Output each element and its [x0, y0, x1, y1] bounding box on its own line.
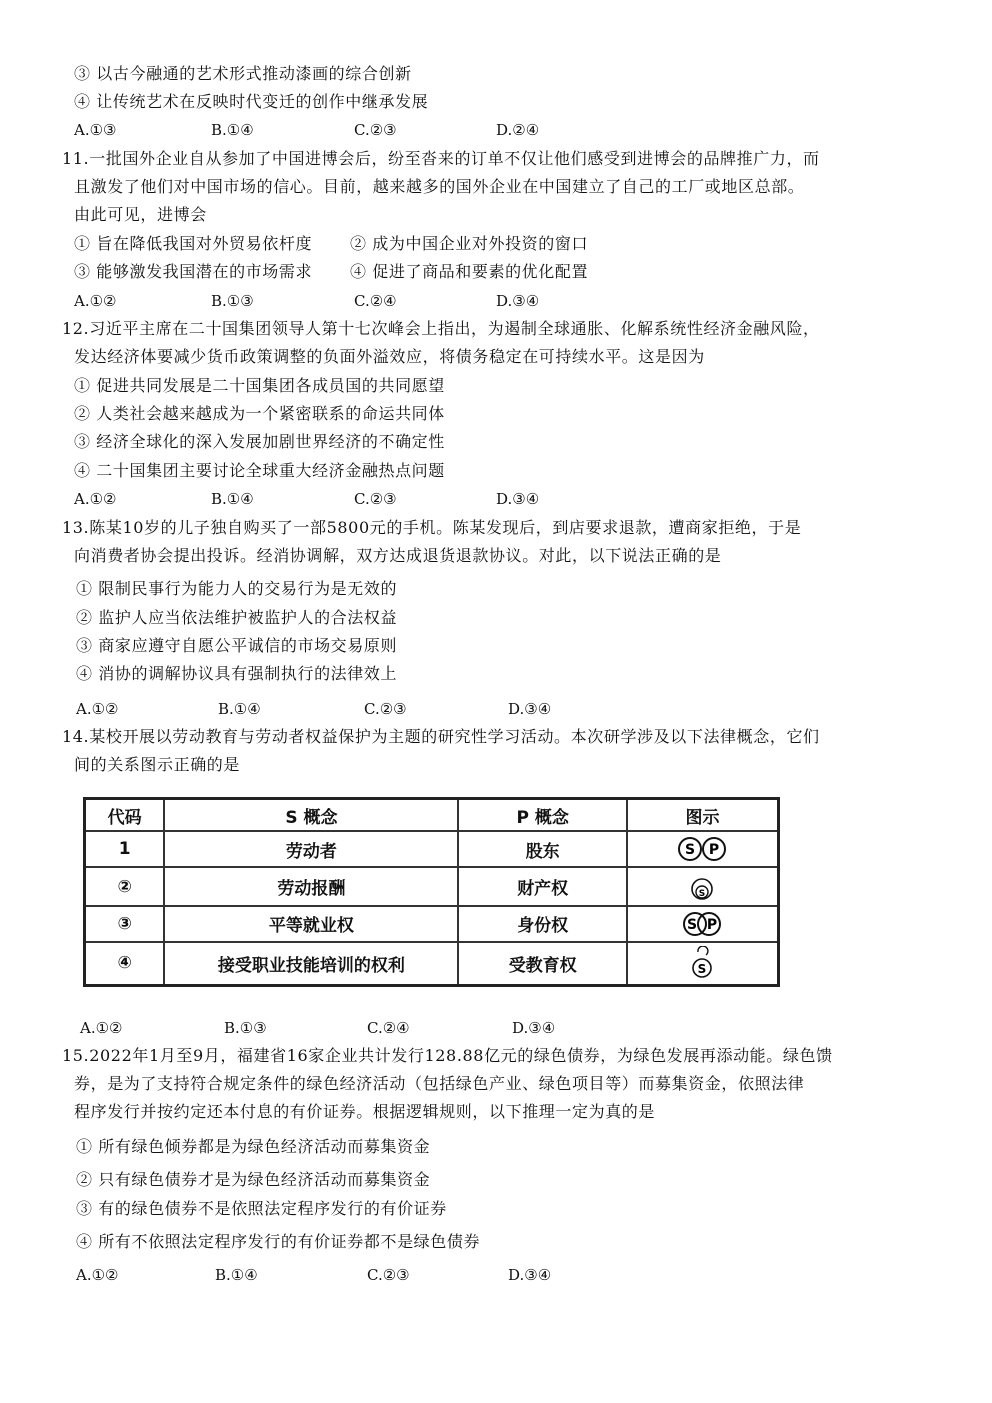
q13-option-3: ③ 商家应遵守自愿公平诚信的市场交易原则 [76, 636, 398, 655]
q11-stem-line: 由此可见，进博会 [74, 205, 207, 224]
row-code: ② [85, 867, 165, 905]
answer-b: B.①④ [218, 700, 261, 718]
header-diagram: 图示 [627, 799, 779, 832]
row-s-concept: 劳动者 [164, 831, 458, 867]
row-p-concept: 股东 [458, 831, 626, 867]
answer-c: C.②③ [364, 700, 407, 718]
overlapping-circles-diagram [676, 910, 728, 938]
answer-d: D.③④ [512, 1019, 556, 1037]
q12-stem-line: 发达经济体要减少货币政策调整的负面外溢效应，将债务稳定在可持续水平。这是因为 [74, 347, 705, 366]
answer-d: D.③④ [496, 292, 540, 310]
answer-c: C.②④ [367, 1019, 410, 1037]
q15-stem-line: 券，是为了支持符合规定条件的绿色经济活动（包括绿色产业、绿色项目等）而募集资金，依照法律 [74, 1074, 805, 1093]
q12-option-1: ① 促进共同发展是二十国集团各成员国的共同愿望 [74, 376, 445, 395]
answer-d: D.③④ [508, 1266, 552, 1284]
row-s-concept: 平等就业权 [164, 906, 458, 942]
q11-option-4: ④ 促进了商品和要素的优化配置 [350, 262, 589, 281]
diagram-nested-circles [627, 867, 779, 905]
q15-option-3: ③ 有的绿色债券不是依照法定程序发行的有价证券 [76, 1199, 447, 1218]
row-p-concept: 财产权 [458, 867, 626, 905]
nested-circles-diagram [687, 872, 717, 902]
row-p-concept: 身份权 [458, 906, 626, 942]
table-row [85, 867, 779, 905]
diagram-letter-s: S [687, 916, 698, 933]
answer-b: B.①④ [211, 121, 254, 139]
q14-stem-line: 14.某校开展以劳动教育与劳动者权益保护为主题的研究性学习活动。本次研学涉及以下法律概念，它们 [62, 727, 820, 746]
answer-d: D.③④ [508, 700, 552, 718]
row-s-concept: 接受职业技能培训的权利 [164, 942, 458, 986]
q15-option-2: ② 只有绿色债券才是为绿色经济活动而募集资金 [76, 1170, 431, 1189]
q12-option-3: ③ 经济全球化的深入发展加剧世界经济的不确定性 [74, 432, 445, 451]
q15-option-1: ① 所有绿色倾券都是为绿色经济活动而募集资金 [76, 1137, 431, 1156]
header-p-concept: P 概念 [458, 799, 626, 832]
q13-option-4: ④ 消协的调解协议具有强制执行的法律效上 [76, 664, 398, 683]
q11-option-3: ③ 能够激发我国潜在的市场需求 [74, 262, 313, 281]
diagram-separate-circles [627, 831, 779, 867]
answer-b: B.①③ [224, 1019, 267, 1037]
table-row [85, 906, 779, 942]
diagram-letter-p: P [707, 916, 718, 933]
diagram-letter-s: S [699, 888, 706, 899]
answer-d: D.②④ [496, 121, 540, 139]
answer-c: C.②④ [354, 292, 397, 310]
q11-option-2: ② 成为中国企业对外投资的窗口 [350, 234, 589, 253]
q12-option-2: ② 人类社会越来越成为一个紧密联系的命运共同体 [74, 404, 445, 423]
q12-option-4: ④ 二十国集团主要讨论全球重大经济金融热点问题 [74, 461, 445, 480]
concept-table [83, 797, 780, 987]
answer-a: A.①③ [74, 121, 117, 139]
q11-stem-line: 11.一批国外企业自从参加了中国进博会后，纷至沓来的订单不仅让他们感受到进博会的品牌推广力，而 [62, 149, 820, 168]
answer-c: C.②③ [367, 1266, 410, 1284]
table-row [85, 831, 779, 867]
q13-option-1: ① 限制民事行为能力人的交易行为是无效的 [76, 579, 398, 598]
q14-stem-line: 间的关系图示正确的是 [74, 755, 241, 774]
table-row [85, 942, 779, 986]
answer-a: A.①② [76, 700, 119, 718]
q11-stem-line: 且激发了他们对中国市场的信心。目前，越来越多的国外企业在中国建立了自己的工厂或地区总部。 [74, 177, 805, 196]
diagram-letter-s: S [685, 842, 696, 859]
q13-stem-line: 向消费者协会提出投诉。经消协调解，双方达成退货退款协议。对此，以下说法正确的是 [74, 546, 722, 565]
answer-d: D.③④ [496, 490, 540, 508]
q15-stem-line: 15.2022年1月至9月，福建省16家企业共计发行128.88亿元的绿色债券，为绿色发展再添动能。绿色馈 [62, 1046, 833, 1065]
row-code: 1 [85, 831, 165, 867]
diagram-letter-s: S [698, 962, 707, 977]
row-code: ③ [85, 906, 165, 942]
q15-option-4: ④ 所有不依照法定程序发行的有价证券都不是绿色债券 [76, 1232, 481, 1251]
q12-stem-line: 12.习近平主席在二十国集团领导人第十七次峰会上指出，为遏制全球通胀、化解系统性经济金融风险， [62, 319, 820, 338]
answer-b: B.①④ [215, 1266, 258, 1284]
answer-b: B.①③ [211, 292, 254, 310]
row-p-concept: 受教育权 [458, 942, 626, 986]
separate-circles-diagram [672, 835, 732, 863]
diagram-overlapping-circles [627, 906, 779, 942]
q13-stem-line: 13.陈某10岁的儿子独自购买了一部5800元的手机。陈某发现后，到店要求退款，遭商家拒绝，于是 [62, 518, 802, 537]
diagram-letter-p: P [709, 842, 720, 859]
header-s-concept: S 概念 [164, 799, 458, 832]
answer-b: B.①④ [211, 490, 254, 508]
answer-a: A.①② [76, 1266, 119, 1284]
row-s-concept: 劳动报酬 [164, 867, 458, 905]
inclusion-circles-diagram [687, 946, 717, 980]
table-header-row [85, 799, 779, 832]
row-code: ④ [85, 942, 165, 986]
q15-stem-line: 程序发行并按约定还本付息的有价证券。根据逻辑规则，以下推理一定为真的是 [74, 1102, 656, 1121]
q13-option-2: ② 监护人应当依法维护被监护人的合法权益 [76, 608, 398, 627]
q10-option-4: ④ 让传统艺术在反映时代变迁的创作中继承发展 [74, 92, 429, 111]
header-code: 代码 [85, 799, 165, 832]
diagram-inclusion-circles [627, 942, 779, 986]
answer-c: C.②③ [354, 490, 397, 508]
answer-c: C.②③ [354, 121, 397, 139]
answer-a: A.①② [74, 292, 117, 310]
answer-a: A.①② [80, 1019, 123, 1037]
answer-a: A.①② [74, 490, 117, 508]
q11-option-1: ① 旨在降低我国对外贸易依杆度 [74, 234, 313, 253]
q10-option-3: ③ 以古今融通的艺术形式推动漆画的综合创新 [74, 64, 412, 83]
